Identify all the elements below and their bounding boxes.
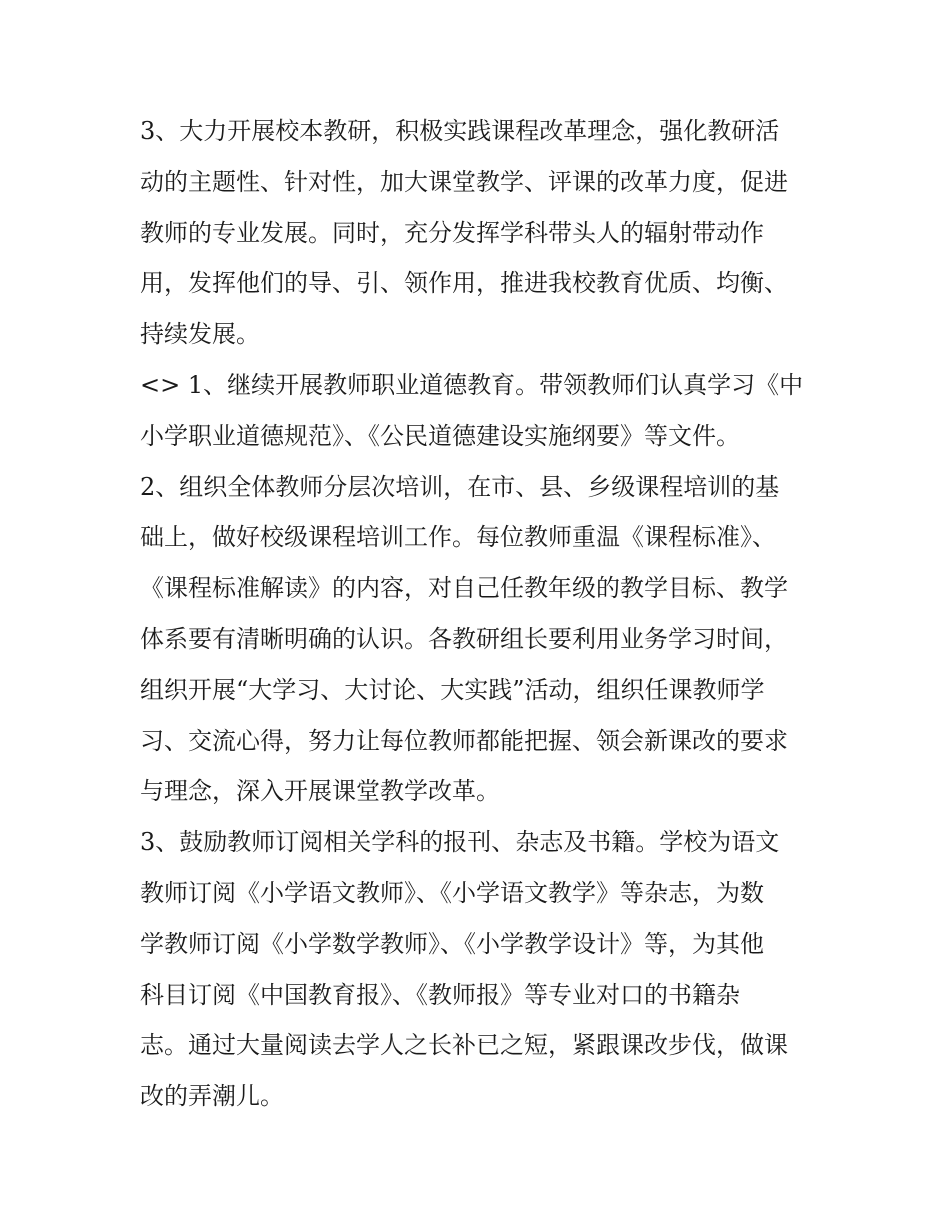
text-line: 学教师订阅《小学数学教师》、《小学教学设计》等，为其他: [140, 929, 764, 958]
paragraph-ethics-education: [140, 360, 820, 462]
text-line: 3、鼓励教师订阅相关学科的报刊、杂志及书籍。学校为语文: [140, 828, 780, 857]
paragraph-reading-subscriptions: [140, 817, 820, 1122]
text-line: 2、组织全体教师分层次培训，在市、县、乡级课程培训的基: [140, 472, 780, 501]
text-line: 小学职业道德规范》、《公民道德建设实施纲要》等文件。: [140, 421, 740, 450]
text-line: 组织开展“大学习、大讨论、大实践”活动，组织任课教师学: [140, 675, 765, 704]
text-line: 持续发展。: [140, 320, 260, 349]
text-line: 动的主题性、针对性，加大课堂教学、评课的改革力度，促进: [140, 167, 788, 196]
text-line: <> 1、继续开展教师职业道德教育。带领教师们认真学习《中: [140, 370, 804, 399]
paragraph-teacher-training: [140, 462, 820, 818]
text-line: 教师的专业发展。同时，充分发挥学科带头人的辐射带动作: [140, 218, 764, 247]
text-line: 志。通过大量阅读去学人之长补已之短，紧跟课改步伐，做课: [140, 1031, 788, 1060]
text-line: 础上，做好校级课程培训工作。每位教师重温《课程标准》、: [140, 523, 776, 552]
text-line: 科目订阅《中国教育报》、《教师报》等专业对口的书籍杂: [140, 980, 740, 1009]
text-line: 3、大力开展校本教研，积极实践课程改革理念，强化教研活: [140, 117, 780, 145]
document-body: [140, 106, 820, 1122]
text-line: 改的弄潮儿。: [140, 1082, 284, 1111]
text-line: 教师订阅《小学语文教师》、《小学语文教学》等杂志，为数: [140, 878, 764, 907]
paragraph-school-research: [140, 106, 820, 360]
text-line: 体系要有清晰明确的认识。各教研组长要利用业务学习时间，: [140, 624, 788, 653]
text-line: 与理念，深入开展课堂教学改革。: [140, 777, 500, 806]
text-line: 用，发挥他们的导、引、领作用，推进我校教育优质、均衡、: [140, 269, 788, 298]
text-line: 习、交流心得，努力让每位教师都能把握、领会新课改的要求: [140, 726, 788, 755]
text-line: 《课程标准解读》的内容，对自己任教年级的教学目标、教学: [140, 574, 788, 603]
